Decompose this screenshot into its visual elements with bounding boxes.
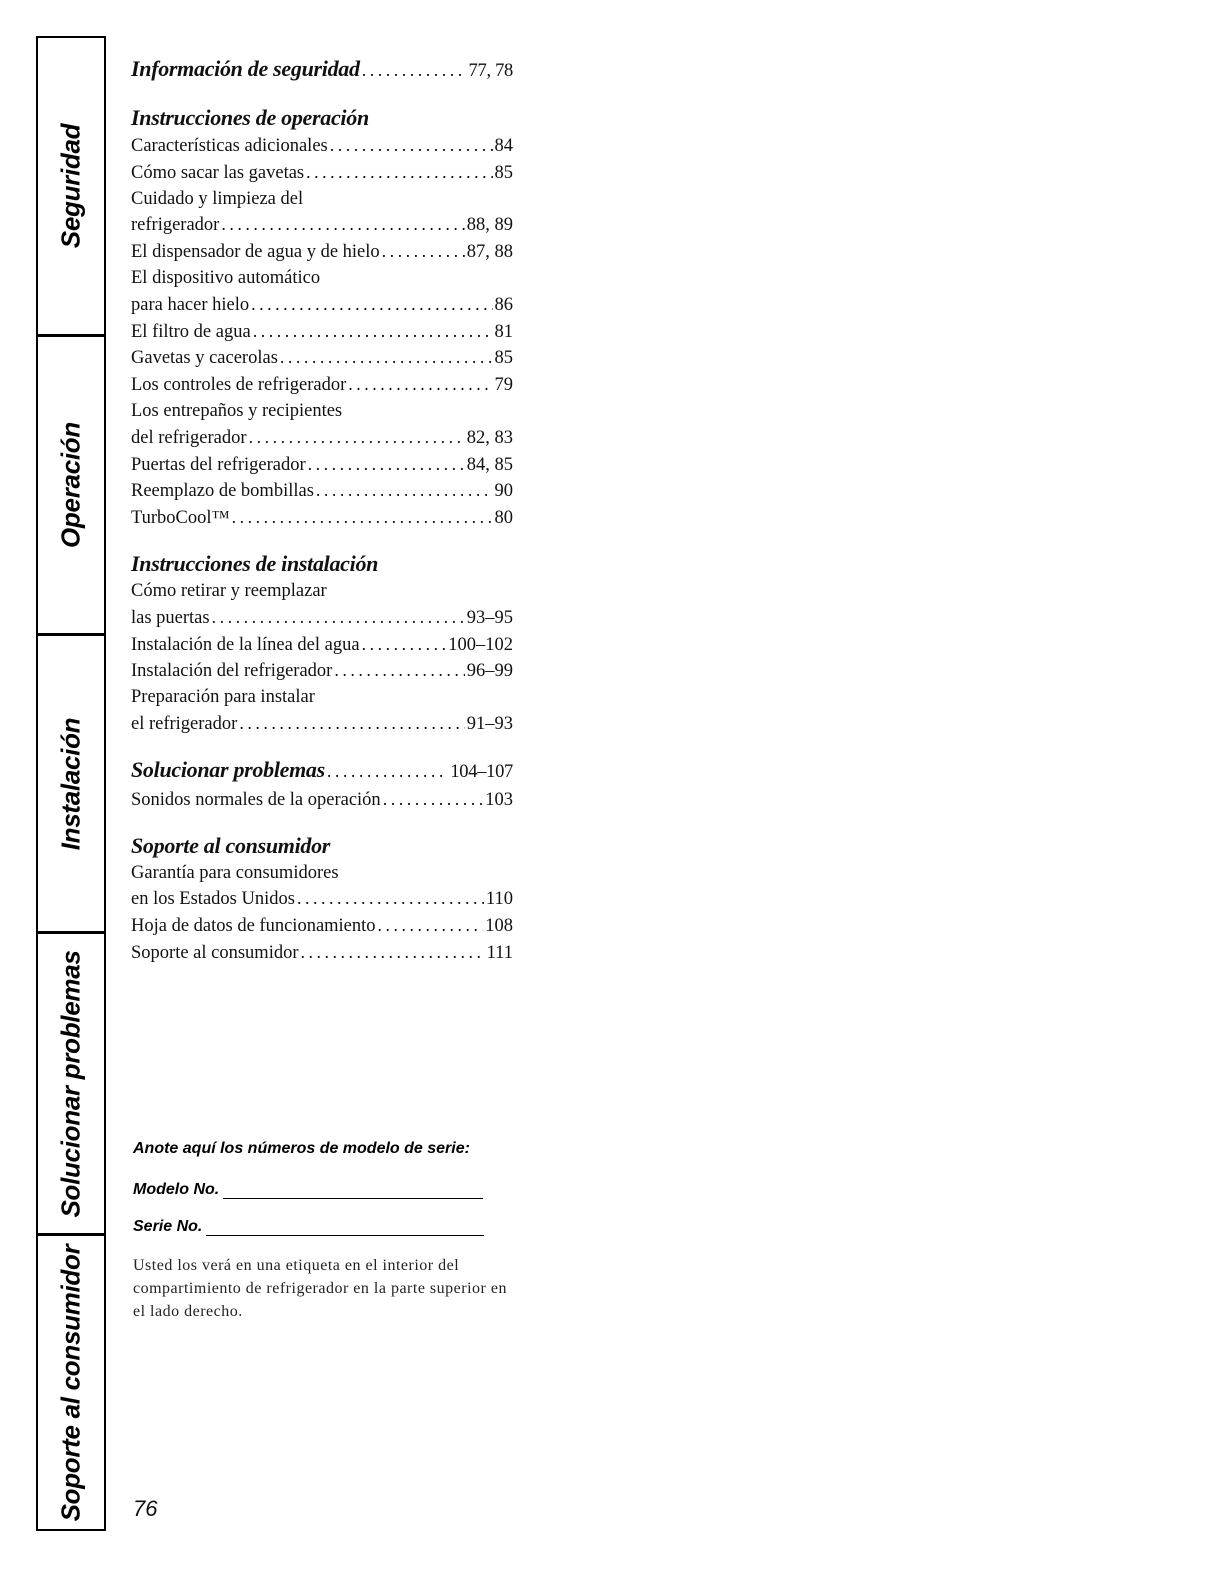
dot-leader (316, 478, 493, 505)
modelo-field (133, 1180, 523, 1199)
note-title: Anote aquí los números de modelo de serie: (133, 1140, 470, 1157)
toc-entry-label: Sonidos normales de la operación (131, 789, 381, 810)
toc-entry-label: Características adicionales (131, 136, 328, 156)
toc-entry-page: 85 (494, 348, 513, 369)
toc-entry-page: 84 (494, 136, 513, 156)
toc-entry-label: El dispensador de agua y de hielo (131, 242, 380, 263)
toc-entry[interactable] (131, 54, 513, 86)
dot-leader (297, 886, 484, 913)
serie-label: Serie No. (133, 1218, 203, 1235)
dot-leader (362, 54, 467, 85)
toc-entry-page: 79 (494, 375, 513, 396)
serie-write-line (206, 1217, 484, 1236)
toc-entry-first-line: Cómo retirar y reemplazar (131, 580, 327, 601)
toc-entry[interactable] (131, 913, 513, 940)
section-heading: Instrucciones de operación (131, 105, 369, 130)
section-heading: Soporte al consumidor (131, 832, 331, 858)
toc-entry-first-line: Garantía para consumidores (131, 862, 339, 883)
dot-leader (253, 319, 493, 346)
toc-entry[interactable] (131, 133, 513, 160)
toc-entry-label: Puertas del refrigerador (131, 454, 306, 475)
tab-operacion[interactable] (38, 337, 104, 636)
toc-entry-page: 96–99 (466, 661, 513, 682)
tab-instalacion[interactable] (38, 636, 104, 934)
toc-section-problemas (131, 755, 513, 814)
toc-entry-page: 80 (494, 508, 513, 529)
toc-entry-page: 84, 85 (466, 454, 513, 475)
toc-entry[interactable] (131, 711, 513, 738)
modelo-write-line (223, 1180, 483, 1199)
toc-entry[interactable] (131, 292, 513, 319)
toc-entry-label: Solucionar problemas (131, 756, 325, 782)
tab-label-seguridad: Seguridad (55, 123, 86, 249)
toc-entry[interactable] (131, 478, 513, 505)
tab-soporte-al-consumidor[interactable] (38, 1236, 104, 1529)
dot-leader (251, 292, 492, 319)
dot-leader (249, 425, 465, 452)
tab-label-instalacion: Instalación (55, 717, 86, 850)
dot-leader (308, 452, 465, 479)
toc-entry-page: 103 (485, 789, 513, 810)
toc-entry-label: las puertas (131, 607, 210, 628)
toc-entry-page: 81 (494, 321, 513, 342)
toc-entry-page: 85 (494, 162, 513, 183)
toc-entry-first-line: Cuidado y limpieza del (131, 188, 304, 209)
toc-entry-page: 93–95 (466, 607, 513, 628)
toc-entry-label: Hoja de datos de funcionamiento (131, 916, 376, 937)
toc-entry[interactable] (131, 658, 513, 685)
toc-entry-label: en los Estados Unidos (131, 889, 295, 910)
tab-seguridad[interactable] (38, 38, 104, 337)
dot-leader (232, 505, 493, 532)
toc-entry-label: Los controles de refrigerador (131, 375, 347, 396)
dot-leader (383, 787, 484, 814)
toc-entry[interactable] (131, 605, 513, 632)
toc-entry-page: 111 (486, 942, 513, 963)
dot-leader (239, 711, 464, 738)
toc-entry-label: Gavetas y cacerolas (131, 348, 278, 369)
toc-entry-label: refrigerador (131, 215, 220, 236)
toc-entry-page: 100–102 (448, 634, 513, 655)
toc-section-operacion (131, 103, 513, 532)
toc-entry-label: Instalación de la línea del agua (131, 634, 360, 655)
tab-label-soporte-al-consumidor: Soporte al consumidor (55, 1244, 86, 1521)
toc-entry-label: Instalación del refrigerador (131, 661, 333, 682)
toc-section-seguridad (131, 54, 513, 86)
toc-section-instalacion (131, 549, 513, 738)
page-number: 76 (133, 1496, 158, 1521)
toc-entry[interactable] (131, 886, 513, 913)
serie-field (133, 1217, 523, 1236)
toc-entry-page: 104–107 (450, 761, 513, 782)
toc-entry-first-line: Preparación para instalar (131, 687, 315, 708)
toc-entry[interactable] (131, 940, 513, 967)
toc-entry-page: 88, 89 (466, 215, 513, 236)
toc-entry[interactable] (131, 787, 513, 814)
toc-entry[interactable] (131, 319, 513, 346)
toc-entry-label: Cómo sacar las gavetas (131, 162, 305, 183)
toc-entry-label: el refrigerador (131, 713, 238, 734)
toc-entry-page: 77, 78 (468, 61, 513, 81)
toc-entry-first-line: El dispositivo automático (131, 267, 321, 288)
dot-leader (327, 755, 448, 786)
toc-entry-page: 110 (485, 889, 513, 910)
toc-entry[interactable] (131, 372, 513, 399)
toc-entry[interactable] (131, 505, 513, 532)
dot-leader (221, 212, 464, 239)
toc-entry[interactable] (131, 755, 513, 787)
dot-leader (378, 913, 484, 940)
toc-entry-label: Información de seguridad (131, 56, 360, 81)
dot-leader (280, 345, 493, 372)
toc-entry-label: El filtro de agua (131, 321, 251, 342)
dot-leader (306, 160, 492, 187)
toc-entry[interactable] (131, 345, 513, 372)
dot-leader (330, 133, 493, 160)
tab-solucionar-problemas[interactable] (38, 934, 104, 1236)
dot-leader (382, 239, 465, 266)
toc-entry-page: 87, 88 (466, 242, 513, 263)
toc-entry-label: TurboCool™ (131, 508, 230, 529)
toc-entry-page: 86 (494, 294, 513, 315)
table-of-contents (131, 54, 513, 984)
model-serial-note (133, 1140, 523, 1323)
toc-entry[interactable] (131, 239, 513, 266)
toc-entry[interactable] (131, 632, 513, 659)
toc-entry-first-line: Los entrepaños y recipientes (131, 400, 343, 421)
tab-label-solucionar-problemas: Solucionar problemas (55, 949, 86, 1218)
toc-entry[interactable] (131, 425, 513, 452)
dot-leader (301, 940, 485, 967)
toc-entry-label: Soporte al consumidor (131, 942, 299, 963)
dot-leader (334, 658, 464, 685)
toc-entry-label: para hacer hielo (131, 294, 250, 315)
toc-entry-label: Reemplazo de bombillas (131, 481, 314, 502)
dot-leader (348, 372, 492, 399)
toc-entry-page: 91–93 (466, 713, 513, 734)
side-tab-strip (36, 36, 106, 1531)
toc-entry[interactable] (131, 452, 513, 479)
tab-label-operacion: Operación (55, 422, 86, 548)
toc-section-consumidor (131, 831, 513, 967)
toc-entry[interactable] (131, 160, 513, 187)
toc-entry-page: 90 (494, 481, 513, 502)
toc-entry[interactable] (131, 212, 513, 239)
dot-leader (362, 632, 447, 659)
toc-entry-label: del refrigerador (131, 427, 247, 448)
toc-entry-page: 82, 83 (466, 427, 513, 448)
toc-entry-page: 108 (485, 916, 513, 937)
section-heading: Instrucciones de instalación (131, 550, 379, 576)
note-body: Usted los verá en una etiqueta en el interior del compartimiento de refrigerador en la parte superior en el lado derecho. (133, 1257, 507, 1320)
modelo-label: Modelo No. (133, 1181, 220, 1198)
dot-leader (212, 605, 465, 632)
